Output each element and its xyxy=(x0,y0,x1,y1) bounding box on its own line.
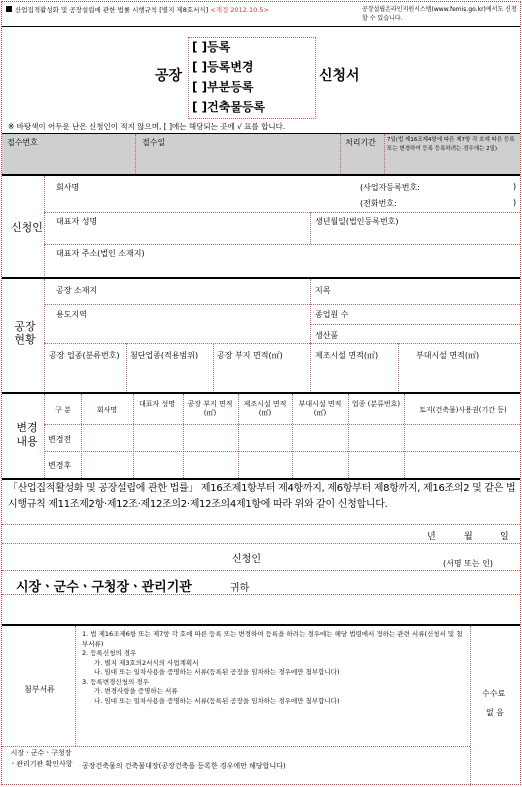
col-site-area: 공장 부지 면적(㎡) xyxy=(187,400,233,417)
products-label: 생산품 xyxy=(315,331,339,340)
instruction-text: ※ 바탕색이 어두운 난은 신청인이 적지 않으며, [ ]에는 해당되는 곳에 √ 표를 합니다. xyxy=(8,122,286,131)
attachment-item: 3. 등록변경신청의 경우 xyxy=(82,677,149,686)
phone-label: (전화번호: xyxy=(360,199,397,208)
regulation-text: 산업집적활성화 및 공장설립에 관한 법률 시행규칙 [별지 제8호서식] xyxy=(15,6,209,14)
col-division: 구 분 xyxy=(55,406,71,414)
biz-reg-number-label: (사업자등록번호: xyxy=(360,183,420,192)
online-notice: 공장설립온라인지원시스템(www.femis.go.kr)에서도 신청할 수 있습니다. xyxy=(362,6,517,22)
revision-text: <개정 2012.10.5> xyxy=(210,6,269,14)
header-bullet-icon xyxy=(6,6,12,12)
date-year: 년 xyxy=(427,532,436,542)
row-before: 변경전 xyxy=(48,435,72,444)
attachment-item: 2. 등록신청의 경우 xyxy=(82,649,137,657)
official-check-label: 시장ㆍ군수ㆍ구청장ㆍ관리기관 확인사항 xyxy=(9,749,73,768)
attachments-label: 첨부서류 xyxy=(24,685,55,694)
application-form: 산업집적활성화 및 공장설립에 관한 법률 시행규칙 [별지 제8호서식] <개정 2012.10.5> 공장설립온라인지원시스템(www.femis.go.kr)에서도 신청할 수 있습니다. 공장 [ ]등록 [ ]등록변경 [ ]부분등록 [ ]건축물등록 신청서 ※ 바탕색이 어두운 난은 신청인이 적지 않으며, [ ]에는 해당되는 곳에 √ 표를 합니다. 접수번호 접수일 처리기간 7일(법 제16조제4항에 따른 제7항 각 호에 따른 등록 또는 변경하여 등록 등록하려는 경우에는 2일) 신청인 회사명 (사업자등록번호: ) (전화번호: ) 대표자 성명 생년월일(법인등록번호) 대표자 주소(법인 소재지) 공장 현황 공장 소재지 지목 용도지역 종업원 수 생산품 공장 업종(분류번호) 첨단업종(적용범위) 공장 부지 면적(㎡) 제조시설 면적(㎡) 부대시설 면적(㎡) 변경 내용 구 분 회사명 대표자 성명 공장 부지 면적(㎡) 제조시설 면적(㎡) 부대시설 면적(㎡) 업종 (분류번호) 토지(건축물)사용권(기간 등) 변경전 변경후 「산업집적활성화 및 공장설립에 관한 법률」 제16조제1항부터 제4항까지, 제6항부터 제8항까지, 제16조의2 및 같은 법 시행규칙 제11조제2항·제12조·제12조의2·제12조의4제1항에 따라 위와 같이 신청합니다. 년 월 일 신청인 (서명 또는 인) 시장ㆍ군수ㆍ구청장ㆍ관리기관 귀하 첨부서류 1. 법 제16조제6항 또는 제7항 각 호에 따른 등록 또는 변경하여 등록을 하려는 경우에는 해당 법령에서 정하는 관련 서류(신청서 및 첨부서류) 2. 등록신청의 경우 가. 별지 제3호의2서식의 사업계획서 나. 임대 또는 일차사용을 증명하는 서류(등록된 공장을 임차하는 경우에만 첨부합니다) 3. 등록변경신청의 경우 가. 변경사항을 증명하는 서류 나. 임대 또는 일차사용을 증명하는 서류(등록된 공장을 임차하는 경우에만 첨부합니다) 수수료 없 음 시장ㆍ군수ㆍ구청장ㆍ관리기관 확인사항 공장건축물의 건축물대장(공장건축을 등록한 경우에만 해당합니다) xyxy=(1,1,521,785)
attachments-list xyxy=(82,630,466,706)
aux-area-label: 부대시설 면적(㎡) xyxy=(416,351,480,360)
col-industry: 업종 (분류번호) xyxy=(351,400,401,408)
title-prefix: 공장 xyxy=(155,68,183,84)
col-mfg-area: 제조시설 면적(㎡) xyxy=(243,400,287,417)
attachment-item: 가. 별지 제3호의2서식의 사업계획서 xyxy=(94,658,199,667)
receipt-date-label: 접수일 xyxy=(142,138,166,147)
fee-value: 없 음 xyxy=(486,708,504,717)
addressee-suffix: 귀하 xyxy=(230,583,250,594)
addressee-name: 시장ㆍ군수ㆍ구청장ㆍ관리기관 xyxy=(16,580,192,595)
attachment-item: 나. 임대 또는 일차사용을 증명하는 서류(등록된 공장을 임차하는 경우에만 첨부합니다) xyxy=(94,696,340,705)
factory-location-label: 공장 소재지 xyxy=(56,286,98,295)
company-name-label: 회사명 xyxy=(56,183,80,192)
title-suffix: 신청서 xyxy=(319,68,360,84)
statement-text: 「산업집적활성화 및 공장설립에 관한 법률」 제16조제1항부터 제4항까지, 제6항부터 제8항까지, 제16조의2 및 같은 법 시행규칙 제11조제2항·제12조·제12조의2·제12조의4제1항에 따라 위와 같이 신청합니다. xyxy=(8,483,516,510)
industry-label: 공장 업종(분류번호) xyxy=(49,351,120,360)
site-area-label: 공장 부지 면적(㎡) xyxy=(217,351,283,360)
date-day: 일 xyxy=(500,532,509,542)
employees-label: 종업원 수 xyxy=(315,310,349,319)
applicant-section-label: 신청인 xyxy=(11,221,43,234)
rep-address-label: 대표자 주소(법인 소재지) xyxy=(56,249,145,258)
birth-date-label: 생년월일(법인등록번호) xyxy=(315,217,399,226)
attachment-item: 가. 변경사항을 증명하는 서류 xyxy=(94,687,178,695)
option-register-change[interactable]: [ ]등록변경 xyxy=(192,60,254,74)
attachment-item: 1. 법 제16조제6항 또는 제7항 각 호에 따른 등록 또는 변경하여 등록을 하려는 경우에는 해당 법령에서 정하는 관련 서류(신청서 및 첨부서류) xyxy=(82,630,463,648)
col-rep-name: 대표자 성명 xyxy=(138,400,176,408)
hightech-label: 첨단업종(적용범위) xyxy=(130,351,199,360)
option-building-register[interactable]: [ ]건축물등록 xyxy=(192,100,266,114)
changes-section-label: 변경 내용 xyxy=(16,421,38,448)
title-options-box xyxy=(188,37,316,119)
signature-label: 신청인 xyxy=(232,554,261,565)
rep-name-label: 대표자 성명 xyxy=(56,217,98,226)
zone-label: 용도지역 xyxy=(56,310,87,319)
col-land-right: 토지(건축물)사용권(기간 등) xyxy=(419,406,507,414)
signature-sign: (서명 또는 인) xyxy=(443,559,493,568)
factory-section-label: 공장 현황 xyxy=(14,320,36,346)
option-partial-register[interactable]: [ ]부분등록 xyxy=(192,80,254,94)
lot-category-label: 지목 xyxy=(315,286,331,295)
col-aux-area: 부대시설 면적(㎡) xyxy=(298,400,342,417)
date-month: 월 xyxy=(464,532,473,542)
attachment-item: 나. 임대 또는 일차사용을 증명하는 서류(등록된 공장을 임차하는 경우에만 첨부합니다) xyxy=(94,668,340,676)
official-check-text: 공장건축물의 건축물대장(공장건축을 등록한 경우에만 해당합니다) xyxy=(82,762,286,770)
receipt-number-label: 접수번호 xyxy=(7,138,38,147)
col-company: 회사명 xyxy=(96,406,118,414)
fee-label: 수수료 xyxy=(482,689,506,698)
option-register[interactable]: [ ]등록 xyxy=(192,40,231,54)
row-after: 변경후 xyxy=(48,461,72,470)
mfg-area-label: 제조시설 면적(㎡) xyxy=(315,351,379,360)
processing-period-value: 7일(법 제16조제4항에 따른 제7항 각 호에 따른 등록 또는 변경하여 등록 등록하려는 경우에는 2일) xyxy=(387,137,515,152)
processing-period-label: 처리기간 xyxy=(345,138,376,147)
